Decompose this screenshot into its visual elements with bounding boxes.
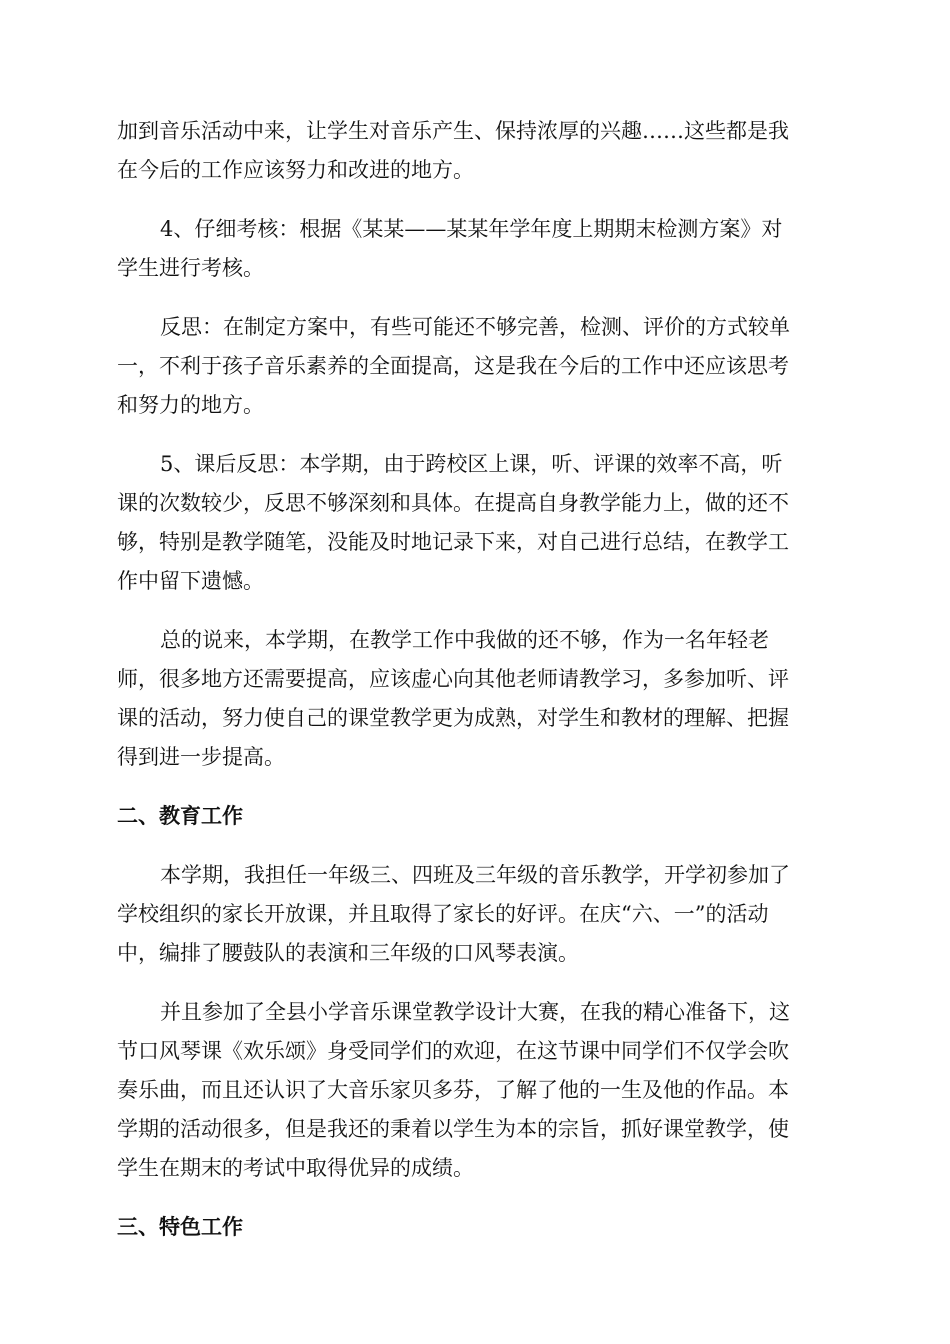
paragraph-summary	[117, 621, 833, 777]
paragraph-line: 在今后的工作应该努力和改进的地方。	[117, 158, 474, 182]
paragraph-line: 师，很多地方还需要提高，应该虚心向其他老师请教学习，多参加听、评	[117, 667, 789, 691]
document-page	[117, 112, 833, 1267]
paragraph-line: 反思：在制定方案中，有些可能还不够完善，检测、评价的方式较单	[160, 315, 790, 339]
paragraph-continuation	[117, 112, 833, 190]
paragraph-reflection	[117, 308, 833, 425]
paragraph-line: 学生在期末的考试中取得优异的成绩。	[117, 1156, 474, 1180]
paragraph-line: 课的次数较少，反思不够深刻和具体。在提高自身教学能力上，做的还不	[117, 491, 789, 515]
paragraph-line: 和努力的地方。	[117, 393, 264, 417]
paragraph-line: 够，特别是教学随笔，没能及时地记录下来，对自己进行总结，在教学工	[117, 530, 789, 554]
paragraph-line: 奏乐曲，而且还认识了大音乐家贝多芬，了解了他的一生及他的作品。本	[117, 1078, 789, 1102]
paragraph-teaching-assignment	[117, 856, 833, 973]
paragraph-line: 一，不利于孩子音乐素养的全面提高，这是我在今后的工作中还应该思考	[117, 354, 789, 378]
paragraph-line: 作中留下遗憾。	[117, 569, 264, 593]
paragraph-line: 学期的活动很多，但是我还的秉着以学生为本的宗旨，抓好课堂教学，使	[117, 1117, 789, 1141]
paragraph-line: 学校组织的家长开放课，并且取得了家长的好评。在庆“六、一”的活动	[117, 902, 769, 926]
paragraph-line: 节口风琴课《欢乐颂》身受同学们的欢迎，在这节课中同学们不仅学会吹	[117, 1039, 789, 1063]
paragraph-line: 并且参加了全县小学音乐课堂教学设计大赛，在我的精心准备下，这	[160, 1000, 790, 1024]
section-heading-special-work: 三、特色工作	[117, 1215, 243, 1239]
paragraph-line: 本学期，我担任一年级三、四班及三年级的音乐教学，开学初参加了	[160, 863, 790, 887]
paragraph-line: 中，编排了腰鼓队的表演和三年级的口风琴表演。	[117, 941, 579, 965]
paragraph-assessment	[117, 210, 833, 288]
paragraph-line: 得到进一步提高。	[117, 745, 285, 769]
paragraph-line: 4、仔细考核：根据《某某——某某年学年度上期期末检测方案》对	[160, 217, 783, 241]
paragraph-competition	[117, 993, 833, 1188]
paragraph-line: 总的说来，本学期，在教学工作中我做的还不够，作为一名年轻老	[160, 628, 769, 652]
paragraph-after-class-reflection	[117, 445, 833, 601]
paragraph-line: 5、课后反思：本学期，由于跨校区上课，听、评课的效率不高，听	[160, 452, 783, 476]
paragraph-line: 加到音乐活动中来，让学生对音乐产生、保持浓厚的兴趣……这些都是我	[117, 119, 789, 143]
paragraph-line: 学生进行考核。	[117, 256, 264, 280]
section-heading-education-work: 二、教育工作	[117, 804, 243, 828]
paragraph-line: 课的活动，努力使自己的课堂教学更为成熟，对学生和教材的理解、把握	[117, 706, 789, 730]
